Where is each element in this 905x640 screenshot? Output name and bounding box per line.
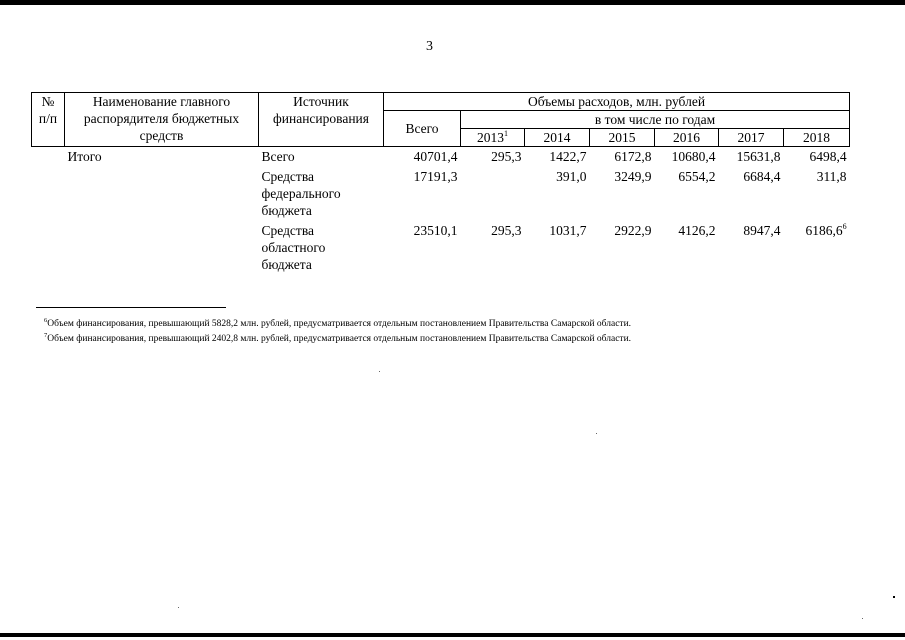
row-value-2017: 8947,4	[743, 223, 781, 238]
row-source-line: Средства	[261, 169, 315, 184]
row-value-2016: 4126,2	[678, 223, 716, 238]
row-value-2017: 6684,4	[743, 169, 781, 184]
table-row	[32, 221, 850, 275]
row-source-line: бюджета	[261, 203, 312, 218]
row-source-line: федерального	[261, 186, 341, 201]
row-value-2013: 295,3	[491, 223, 522, 238]
header-number-line1: №	[41, 94, 55, 109]
row-number	[32, 221, 65, 275]
header-year-2016: 2016	[655, 129, 719, 147]
row-source	[259, 167, 384, 221]
row-source-line: Всего	[261, 149, 295, 164]
row-total: 40701,4	[413, 149, 458, 164]
row-number	[32, 147, 65, 168]
row-value-2018	[784, 221, 850, 275]
table-row	[32, 167, 850, 221]
footnotes	[44, 317, 631, 347]
row-value-2018-text: 6186,6	[805, 223, 843, 238]
header-year-2018: 2018	[784, 129, 850, 147]
header-number-line2: п/п	[38, 111, 58, 126]
row-value-2018-text: 311,8	[816, 169, 847, 184]
header-volumes: Объемы расходов, млн. рублей	[384, 93, 850, 111]
row-source-line: областного	[261, 240, 326, 255]
footnote-text: Объем финансирования, превышающий 5828,2 млн. рублей, предусматривается отдельным постановлением Правительства Самарской области.	[47, 319, 632, 329]
row-value-2015: 2922,9	[614, 223, 652, 238]
header-source	[259, 93, 384, 147]
page-number: 3	[426, 39, 433, 54]
header-number	[32, 93, 65, 147]
footnote-mark: 7	[44, 332, 48, 339]
row-number	[32, 167, 65, 221]
footnote	[44, 332, 631, 347]
row-source-line: бюджета	[261, 257, 312, 272]
row-value-2017: 15631,8	[736, 149, 781, 164]
header-name-line3: средств	[139, 128, 184, 143]
header-year-2013-label: 2013	[477, 130, 504, 145]
row-value-2013: 295,3	[491, 149, 522, 164]
footnote-mark: 6	[44, 317, 48, 324]
row-source	[259, 221, 384, 275]
scan-bottom-border	[0, 633, 905, 637]
row-value-2014: 1031,7	[549, 223, 587, 238]
header-year-2013	[461, 129, 525, 147]
row-value-2016: 6554,2	[678, 169, 716, 184]
header-name	[65, 93, 259, 147]
row-name	[65, 221, 259, 275]
header-year-2017: 2017	[719, 129, 784, 147]
footnote-divider	[36, 307, 226, 308]
header-source-line2: финансирования	[273, 111, 369, 126]
row-value-2013	[461, 167, 525, 221]
scan-speck	[596, 433, 597, 434]
row-value-2015: 6172,8	[614, 149, 652, 164]
header-name-line1: Наименование главного	[92, 94, 231, 109]
header-name-line2: распорядителя бюджетных	[83, 111, 240, 126]
row-source	[259, 147, 384, 168]
header-total: Всего	[384, 111, 461, 147]
row-value-2014: 1422,7	[549, 149, 587, 164]
header-year-2014: 2014	[525, 129, 590, 147]
row-value-2018-note: 6	[842, 222, 847, 231]
row-total: 23510,1	[413, 223, 458, 238]
scan-top-border	[0, 0, 905, 5]
header-year-2013-note: 1	[504, 129, 508, 138]
row-name	[65, 167, 259, 221]
footnote-text: Объем финансирования, превышающий 2402,8 млн. рублей, предусматривается отдельным постановлением Правительства Самарской области.	[47, 334, 632, 344]
scan-speck	[893, 596, 895, 598]
row-value-2018-text: 6498,4	[809, 149, 847, 164]
header-by-years: в том числе по годам	[461, 111, 850, 129]
row-name: Итого	[67, 149, 102, 164]
row-value-2018	[784, 167, 850, 221]
scan-speck	[379, 371, 380, 372]
row-source-line: Средства	[261, 223, 315, 238]
row-value-2014: 391,0	[556, 169, 587, 184]
header-source-line1: Источник	[293, 94, 349, 109]
budget-table	[31, 92, 850, 275]
scan-speck	[178, 607, 179, 608]
footnote	[44, 317, 631, 332]
scan-speck	[862, 618, 863, 619]
table-row	[32, 147, 850, 168]
row-value-2016: 10680,4	[671, 149, 716, 164]
row-value-2015: 3249,9	[614, 169, 652, 184]
row-value-2018	[784, 147, 850, 168]
header-year-2015: 2015	[590, 129, 655, 147]
row-total: 17191,3	[413, 169, 458, 184]
